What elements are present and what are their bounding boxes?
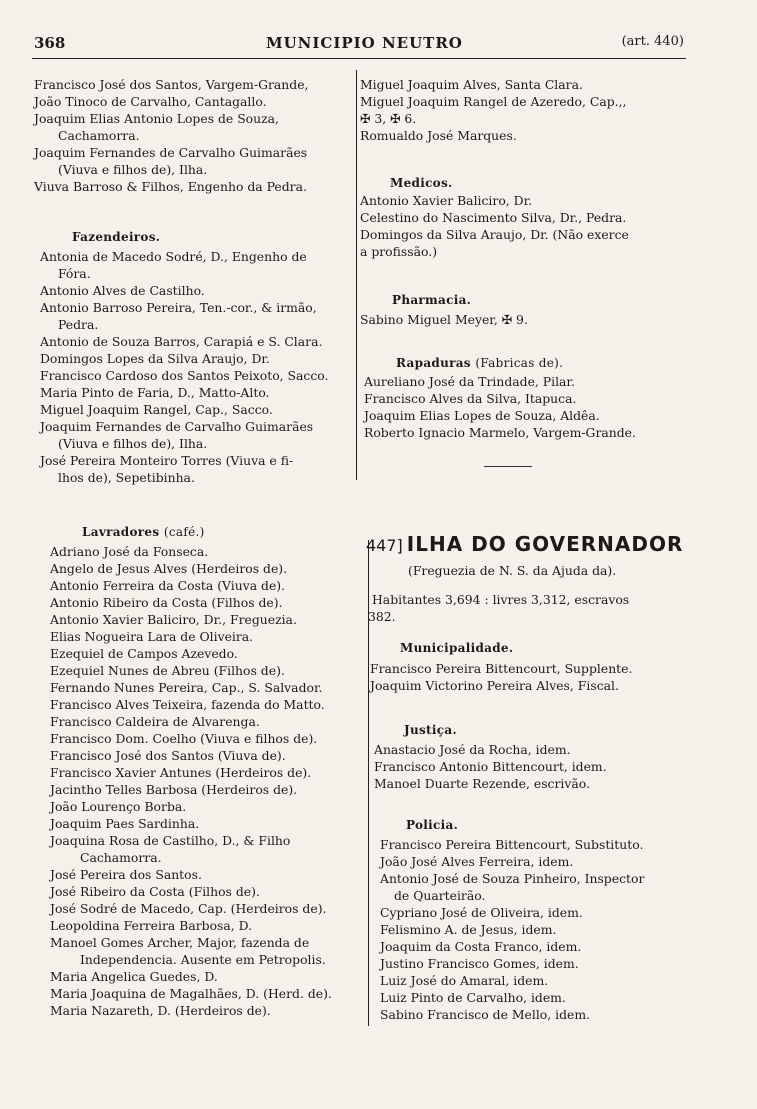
lavrador-entry: José Ribeiro da Costa (Filhos de). [50, 884, 260, 899]
heading-rapaduras-title: Rapaduras [396, 356, 471, 370]
habitantes-line: Habitantes 3,694 : livres 3,312, escravos [372, 592, 630, 607]
running-header [34, 34, 684, 54]
entry-line: João Tinoco de Carvalho, Cantagallo. [34, 94, 267, 109]
fazendeiro-entry: Pedra. [58, 317, 99, 332]
lavrador-entry: Maria Nazareth, D. (Herdeiros de). [50, 1003, 271, 1018]
header-rule [32, 58, 686, 59]
entry-line: Romualdo José Marques. [360, 128, 517, 143]
municipalidade-entry: Joaquim Victorino Pereira Alves, Fiscal. [370, 678, 619, 693]
policia-entry: Cypriano José de Oliveira, idem. [380, 905, 583, 920]
fazendeiro-entry: Maria Pinto de Faria, D., Matto-Alto. [40, 385, 270, 400]
fazendeiro-entry: Miguel Joaquim Rangel, Cap., Sacco. [40, 402, 273, 417]
policia-entry: Luiz Pinto de Carvalho, idem. [380, 990, 566, 1005]
lavrador-entry: Antonio Xavier Baliciro, Dr., Freguezia. [50, 612, 297, 627]
rapadura-entry: Francisco Alves da Silva, Itapuca. [364, 391, 577, 406]
lavrador-entry: Ezequiel Nunes de Abreu (Filhos de). [50, 663, 285, 678]
medico-entry: Antonio Xavier Baliciro, Dr. [360, 193, 533, 208]
entry-line: Miguel Joaquim Rangel de Azeredo, Cap.,, [360, 94, 627, 109]
heading-medicos-title: Medicos. [390, 176, 453, 190]
rapadura-entry: Roberto Ignacio Marmelo, Vargem-Grande. [364, 425, 636, 440]
entry-line: Miguel Joaquim Alves, Santa Clara. [360, 77, 583, 92]
lavrador-entry: Maria Angelica Guedes, D. [50, 969, 218, 984]
lavrador-entry: Elias Nogueira Lara de Oliveira. [50, 629, 254, 644]
lavrador-entry: Cachamorra. [80, 850, 162, 865]
justica-entry: Anastacio José da Rocha, idem. [374, 742, 571, 757]
lavrador-entry: Francisco Alves Teixeira, fazenda do Matto. [50, 697, 325, 712]
entry-line: Francisco José dos Santos, Vargem-Grande, [34, 77, 309, 92]
entry-line: Viuva Barroso & Filhos, Engenho da Pedra. [34, 179, 307, 194]
lavrador-entry: Leopoldina Ferreira Barbosa, D. [50, 918, 253, 933]
lavrador-entry: Manoel Gomes Archer, Major, fazenda de [50, 935, 310, 950]
lavrador-entry: Joaquim Paes Sardinha. [50, 816, 200, 831]
policia-entry: Joaquim da Costa Franco, idem. [380, 939, 582, 954]
medico-entry: a profissão.) [360, 244, 438, 259]
heading-policia [406, 817, 458, 834]
heading-pharmacia-title: Pharmacia. [392, 293, 472, 307]
policia-entry: Sabino Francisco de Mello, idem. [380, 1007, 591, 1022]
fazendeiro-entry: lhos de), Sepetibinha. [58, 470, 195, 485]
municipalidade-entry: Francisco Pereira Bittencourt, Supplente. [370, 661, 633, 676]
section-heading [366, 532, 683, 556]
lavrador-entry: Jacintho Telles Barbosa (Herdeiros de). [50, 782, 298, 797]
heading-fazendeiros [72, 229, 160, 246]
fazendeiro-entry: Fóra. [58, 266, 91, 281]
justica-entry: Francisco Antonio Bittencourt, idem. [374, 759, 607, 774]
medico-entry: Celestino do Nascimento Silva, Dr., Pedra. [360, 210, 627, 225]
heading-lavradores [82, 524, 205, 541]
justica-entry: Manoel Duarte Rezende, escrivão. [374, 776, 590, 791]
section-end-rule [484, 466, 532, 467]
lavrador-entry: Fernando Nunes Pereira, Cap., S. Salvador. [50, 680, 323, 695]
entry-line: Joaquim Elias Antonio Lopes de Souza, [34, 111, 279, 126]
page-title: MUNICIPIO NEUTRO [266, 34, 463, 52]
section-number: 447] [366, 536, 403, 555]
fazendeiro-entry: (Viuva e filhos de), Ilha. [58, 436, 208, 451]
heading-municipalidade [400, 640, 513, 657]
policia-entry: Luiz José do Amaral, idem. [380, 973, 549, 988]
lavrador-entry: Independencia. Ausente em Petropolis. [80, 952, 326, 967]
policia-entry: Francisco Pereira Bittencourt, Substituto. [380, 837, 644, 852]
heading-municipalidade-title: Municipalidade. [400, 641, 514, 655]
medico-entry: Domingos da Silva Araujo, Dr. (Não exerce [360, 227, 629, 242]
lavrador-entry: Joaquina Rosa de Castilho, D., & Filho [50, 833, 291, 848]
lavrador-entry: Adriano José da Fonseca. [50, 544, 209, 559]
section-title: ILHA DO GOVERNADOR [406, 532, 684, 556]
column-divider-upper [356, 70, 357, 480]
page-number: 368 [34, 34, 66, 52]
entry-line: ✠ 3, ✠ 6. [360, 111, 417, 126]
fazendeiro-entry: Francisco Cardoso dos Santos Peixoto, Sacco. [40, 368, 329, 383]
freguezia-line: (Freguezia de N. S. da Ajuda da). [408, 563, 617, 578]
lavrador-entry: Antonio Ribeiro da Costa (Filhos de). [50, 595, 283, 610]
heading-rapaduras-subtitle: (Fabricas de). [475, 356, 564, 370]
lavrador-entry: Francisco Dom. Coelho (Viuva e filhos de). [50, 731, 318, 746]
heading-medicos [390, 175, 453, 192]
fazendeiro-entry: Antonio Alves de Castilho. [40, 283, 205, 298]
policia-entry: Justino Francisco Gomes, idem. [380, 956, 579, 971]
lavrador-entry: Maria Joaquina de Magalhães, D. (Herd. de). [50, 986, 332, 1001]
heading-fazendeiros-title: Fazendeiros. [72, 230, 161, 244]
heading-lavradores-subtitle: (café.) [163, 525, 205, 539]
entry-line: Joaquim Fernandes de Carvalho Guimarães [34, 145, 308, 160]
policia-entry: Felismino A. de Jesus, idem. [380, 922, 557, 937]
lavrador-entry: José Pereira dos Santos. [50, 867, 202, 882]
pharmacia-entry: Sabino Miguel Meyer, ✠ 9. [360, 312, 528, 327]
lavrador-entry: José Sodré de Macedo, Cap. (Herdeiros de). [50, 901, 327, 916]
lavrador-entry: Francisco Xavier Antunes (Herdeiros de). [50, 765, 312, 780]
heading-policia-title: Policia. [406, 818, 459, 832]
heading-justica [404, 722, 457, 739]
policia-entry: de Quarteirão. [394, 888, 486, 903]
lavrador-entry: Angelo de Jesus Alves (Herdeiros de). [50, 561, 288, 576]
lavrador-entry: Ezequiel de Campos Azevedo. [50, 646, 238, 661]
lavrador-entry: Antonio Ferreira da Costa (Viuva de). [50, 578, 286, 593]
heading-rapaduras [396, 355, 563, 372]
fazendeiro-entry: Domingos Lopes da Silva Araujo, Dr. [40, 351, 270, 366]
article-reference: (art. 440) [621, 34, 684, 49]
policia-entry: Antonio José de Souza Pinheiro, Inspector [380, 871, 645, 886]
fazendeiro-entry: Antonio de Souza Barros, Carapiá e S. Clara. [40, 334, 323, 349]
heading-pharmacia [392, 292, 471, 309]
entry-line: Cachamorra. [58, 128, 140, 143]
policia-entry: João José Alves Ferreira, idem. [380, 854, 574, 869]
fazendeiro-entry: José Pereira Monteiro Torres (Viuva e fi- [40, 453, 294, 468]
rapadura-entry: Joaquim Elias Lopes de Souza, Aldêa. [364, 408, 600, 423]
heading-justica-title: Justiça. [404, 723, 457, 737]
fazendeiro-entry: Antonia de Macedo Sodré, D., Engenho de [40, 249, 307, 264]
entry-line: (Viuva e filhos de), Ilha. [58, 162, 208, 177]
lavrador-entry: Francisco Caldeira de Alvarenga. [50, 714, 260, 729]
habitantes-line: 382. [368, 609, 396, 624]
fazendeiro-entry: Antonio Barroso Pereira, Ten.-cor., & irmão, [40, 300, 317, 315]
lavrador-entry: Francisco José dos Santos (Viuva de). [50, 748, 286, 763]
lavrador-entry: João Lourenço Borba. [50, 799, 187, 814]
rapadura-entry: Aureliano José da Trindade, Pilar. [364, 374, 575, 389]
heading-lavradores-title: Lavradores [82, 525, 160, 539]
fazendeiro-entry: Joaquim Fernandes de Carvalho Guimarães [40, 419, 314, 434]
